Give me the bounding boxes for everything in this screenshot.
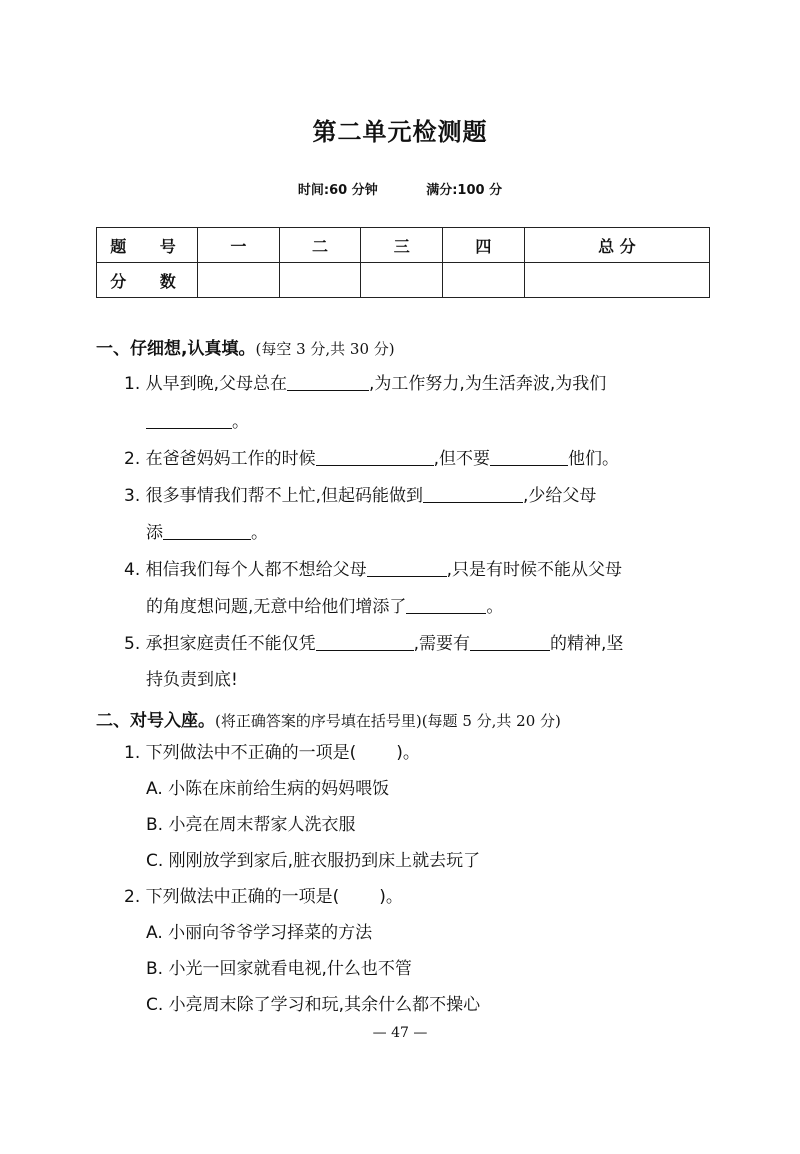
- question-1-1-cont: 。: [146, 410, 249, 433]
- section-1-note: (每空 3 分,共 30 分): [255, 340, 395, 358]
- question-1-4: 4. 相信我们每个人都不想给父母 ,只是有时候不能从父母: [124, 560, 623, 580]
- score-header-cell: 总 分: [524, 228, 709, 263]
- full-score: 满分:100 分: [426, 183, 503, 198]
- option-2-1-c: C. 刚刚放学到家后,脏衣服扔到床上就去玩了: [146, 851, 481, 871]
- fill-blank[interactable]: [316, 447, 434, 466]
- question-1-1: 1. 从早到晚,父母总在 ,为工作努力,为生活奔波,为我们: [124, 374, 607, 394]
- score-header-cell: 题 号: [97, 228, 198, 263]
- option-2-2-a: A. 小丽向爷爷学习择菜的方法: [146, 923, 373, 943]
- section-2-note: (将正确答案的序号填在括号里)(每题 5 分,共 20 分): [215, 712, 561, 730]
- question-1-3-cont: 添 。: [146, 523, 268, 543]
- option-2-2-c: C. 小亮周末除了学习和玩,其余什么都不操心: [146, 995, 481, 1015]
- fill-blank[interactable]: [163, 521, 251, 540]
- score-row-label: 分 数: [97, 263, 198, 298]
- score-table-header-row: [97, 228, 710, 263]
- question-1-4-cont: 的角度想问题,无意中给他们增添了 。: [146, 597, 504, 617]
- fill-blank[interactable]: [423, 484, 523, 503]
- score-table-score-row: [97, 263, 710, 298]
- section-2-heading: [96, 706, 561, 731]
- score-input-cell[interactable]: [361, 263, 443, 298]
- score-header-cell: 三: [361, 228, 443, 263]
- score-input-cell[interactable]: [524, 263, 709, 298]
- section-1-heading: [96, 334, 395, 359]
- page-number: — 47 —: [372, 1025, 428, 1041]
- score-header-cell: 二: [279, 228, 361, 263]
- fill-blank[interactable]: [146, 410, 232, 429]
- question-1-2: 2. 在爸爸妈妈工作的时候 ,但不要 他们。: [124, 449, 620, 469]
- fill-blank[interactable]: [470, 632, 550, 651]
- question-2-2-stem: 2. 下列做法中正确的一项是( )。: [124, 887, 403, 907]
- fill-blank[interactable]: [367, 558, 447, 577]
- question-2-1-stem: 1. 下列做法中不正确的一项是( )。: [124, 743, 420, 763]
- score-input-cell[interactable]: [279, 263, 361, 298]
- section-1-title: 一、仔细想,认真填。: [96, 339, 256, 359]
- score-table: [96, 227, 710, 298]
- fill-blank[interactable]: [406, 595, 486, 614]
- option-2-1-a: A. 小陈在床前给生病的妈妈喂饭: [146, 779, 390, 799]
- page-title: 第二单元检测题: [312, 118, 488, 146]
- score-input-cell[interactable]: [443, 263, 525, 298]
- section-2-title: 二、对号入座。: [96, 711, 215, 731]
- fill-blank[interactable]: [316, 632, 414, 651]
- time-limit: 时间:60 分钟: [297, 183, 378, 198]
- question-1-3: 3. 很多事情我们帮不上忙,但起码能做到 ,少给父母: [124, 486, 597, 506]
- score-header-cell: 四: [443, 228, 525, 263]
- score-input-cell[interactable]: [198, 263, 280, 298]
- question-1-5-cont: 持负责到底!: [146, 670, 238, 690]
- score-header-cell: 一: [198, 228, 280, 263]
- fill-blank[interactable]: [490, 447, 568, 466]
- fill-blank[interactable]: [287, 372, 369, 391]
- option-2-1-b: B. 小亮在周末帮家人洗衣服: [146, 815, 356, 835]
- option-2-2-b: B. 小光一回家就看电视,什么也不管: [146, 959, 412, 979]
- exam-meta: [0, 179, 800, 198]
- question-1-5: 5. 承担家庭责任不能仅凭 ,需要有 的精神,坚: [124, 634, 624, 654]
